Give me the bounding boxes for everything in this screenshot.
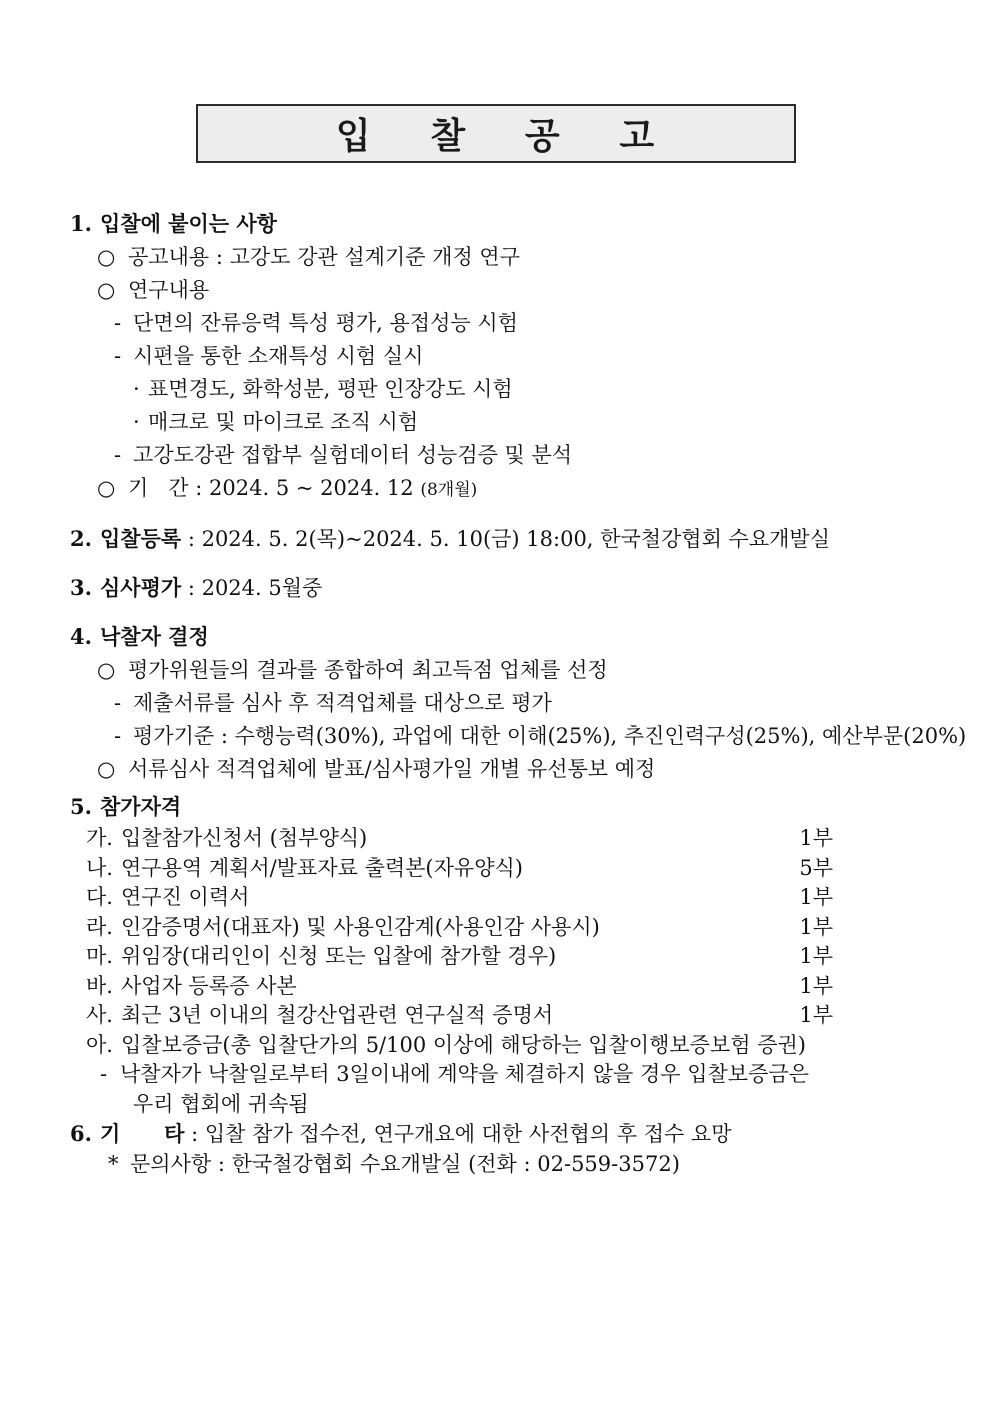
title-box <box>196 104 796 163</box>
line-text: 연구진 이력서 <box>121 885 250 909</box>
research-subdetail-1 <box>133 373 992 406</box>
list-marker: 가. <box>86 826 113 850</box>
line-bold-text: 입찰등록 <box>100 526 182 551</box>
copy-count: 1부 <box>799 914 833 939</box>
list-marker: ○ <box>97 476 116 500</box>
line-text: 연구내용 <box>128 278 210 302</box>
research-detail-3 <box>114 439 992 472</box>
line-text: 사업자 등록증 사본 <box>121 973 297 998</box>
line-text: 표면경도, 화학성분, 평판 인장강도 시험 <box>148 377 513 401</box>
line-bold-text: 심사평가 <box>100 575 182 600</box>
qualification-item-ga <box>86 824 833 854</box>
list-marker: 아. <box>86 1032 113 1057</box>
section-number: 4. <box>70 624 92 649</box>
qualification-item-na <box>86 854 833 884</box>
list-marker: ○ <box>97 245 116 269</box>
award-detail-1 <box>97 654 992 687</box>
list-marker: 사. <box>86 1003 113 1027</box>
section-6-heading <box>70 1119 992 1150</box>
list-marker: - <box>114 344 122 368</box>
line-text: : 2024. 5월중 <box>181 576 323 600</box>
line-text: 문의사항 : 한국철강협회 수요개발실 (전화 : 02-559-3572) <box>130 1151 680 1176</box>
contact-note <box>108 1150 992 1180</box>
award-criteria <box>114 720 992 753</box>
section-number: 3. <box>70 575 92 600</box>
list-marker: 라. <box>86 914 113 939</box>
line-text: 제출서류를 심사 후 적격업체를 대상으로 평가 <box>133 691 552 715</box>
section-1-heading <box>70 207 992 241</box>
line-text: 기 간 : 2024. 5 ~ 2024. 12 <box>128 476 421 500</box>
line-text: 위임장(대리인이 신청 또는 입찰에 참가할 경우) <box>121 944 557 968</box>
list-marker: - <box>114 724 122 748</box>
section-number: 1. <box>70 211 92 236</box>
copy-count: 1부 <box>799 973 833 998</box>
section-number: 2. <box>70 526 92 551</box>
list-marker: - <box>100 1062 108 1086</box>
line-text: 입찰보증금(총 입찰단가의 5/100 이상에 해당하는 입찰이행보증보험 증권) <box>121 1032 806 1057</box>
section-5-heading <box>70 790 992 824</box>
award-detail-2 <box>114 687 992 720</box>
qualification-item-ma <box>86 942 833 972</box>
line-text: 서류심사 적격업체에 발표/심사평가일 개별 유선통보 예정 <box>128 757 656 781</box>
line-bold-text: 참가자격 <box>100 794 182 819</box>
copy-count: 5부 <box>799 855 833 880</box>
line-text: 낙찰자가 낙찰일로부터 3일이내에 계약을 체결하지 않을 경우 입찰보증금은 <box>120 1062 809 1086</box>
line-text: 단면의 잔류응력 특성 평가, 용접성능 시험 <box>133 311 518 335</box>
line-text: 입찰참가신청서 (첨부양식) <box>121 826 368 850</box>
award-detail-3 <box>97 753 992 786</box>
list-marker: 바. <box>86 973 113 998</box>
deposit-note-2 <box>133 1090 992 1120</box>
list-marker: · <box>133 410 140 434</box>
list-marker: - <box>114 691 122 715</box>
line-bold-text: 기 타 <box>100 1121 185 1146</box>
research-detail-2 <box>114 340 992 373</box>
qualification-item-da <box>86 883 833 913</box>
section-number: 6. <box>70 1121 92 1146</box>
line-text: : 입찰 참가 접수전, 연구개요에 대한 사전협의 후 접수 요망 <box>184 1122 732 1146</box>
list-marker: 마. <box>86 944 113 968</box>
line-text: : 2024. 5. 2(목)~2024. 5. 10(금) 18:00, 한국철강협회 수요개발실 <box>181 527 830 551</box>
line-bold-text: 낙찰자 결정 <box>100 624 209 649</box>
section-3-heading <box>70 571 992 605</box>
document-title: 입 찰 공 고 <box>335 115 657 157</box>
list-marker: - <box>114 311 122 335</box>
line-text: 매크로 및 마이크로 조직 시험 <box>148 410 419 434</box>
list-marker: * <box>108 1151 119 1176</box>
line-text: 평가기준 : 수행능력(30%), 과업에 대한 이해(25%), 추진인력구성(25%), 예산부문(20%) <box>133 724 967 748</box>
section-4-heading <box>70 620 992 654</box>
qualification-item-ba <box>86 972 833 1002</box>
line-text: 우리 협회에 귀속됨 <box>133 1091 309 1116</box>
copy-count: 1부 <box>799 885 833 909</box>
copy-count: 1부 <box>799 944 833 968</box>
copy-count: 1부 <box>799 1003 833 1027</box>
line-text: 공고내용 : 고강도 강관 설계기준 개정 연구 <box>128 245 520 269</box>
line-small-text: (8개월) <box>420 480 478 500</box>
notice-content-line <box>97 241 992 274</box>
copy-count: 1부 <box>799 826 833 850</box>
list-marker: ○ <box>97 658 116 682</box>
deposit-note-1 <box>100 1060 992 1090</box>
list-marker: - <box>114 443 122 467</box>
line-text: 고강도강관 접합부 실험데이터 성능검증 및 분석 <box>133 443 573 467</box>
qualification-item-ra <box>86 913 833 943</box>
list-marker: 다. <box>86 885 113 909</box>
section-2-heading <box>70 522 992 556</box>
document-body <box>0 207 992 1179</box>
line-text: 평가위원들의 결과를 종합하여 최고득점 업체를 선정 <box>128 658 608 682</box>
period-line <box>97 472 992 507</box>
research-detail-1 <box>114 307 992 340</box>
qualification-item-sa <box>86 1001 833 1031</box>
line-text: 최근 3년 이내의 철강산업관련 연구실적 증명서 <box>121 1003 554 1027</box>
research-content-line <box>97 274 992 307</box>
research-subdetail-2 <box>133 406 992 439</box>
line-text: 인감증명서(대표자) 및 사용인감계(사용인감 사용시) <box>121 914 600 939</box>
list-marker: ○ <box>97 278 116 302</box>
list-marker: 나. <box>86 855 113 880</box>
line-bold-text: 입찰에 붙이는 사항 <box>100 211 277 236</box>
qualification-item-a <box>86 1031 833 1061</box>
line-text: 연구용역 계획서/발표자료 출력본(자유양식) <box>121 855 523 880</box>
list-marker: · <box>133 377 140 401</box>
line-text: 시편을 통한 소재특성 시험 실시 <box>133 344 424 368</box>
section-number: 5. <box>70 794 92 819</box>
list-marker: ○ <box>97 757 116 781</box>
